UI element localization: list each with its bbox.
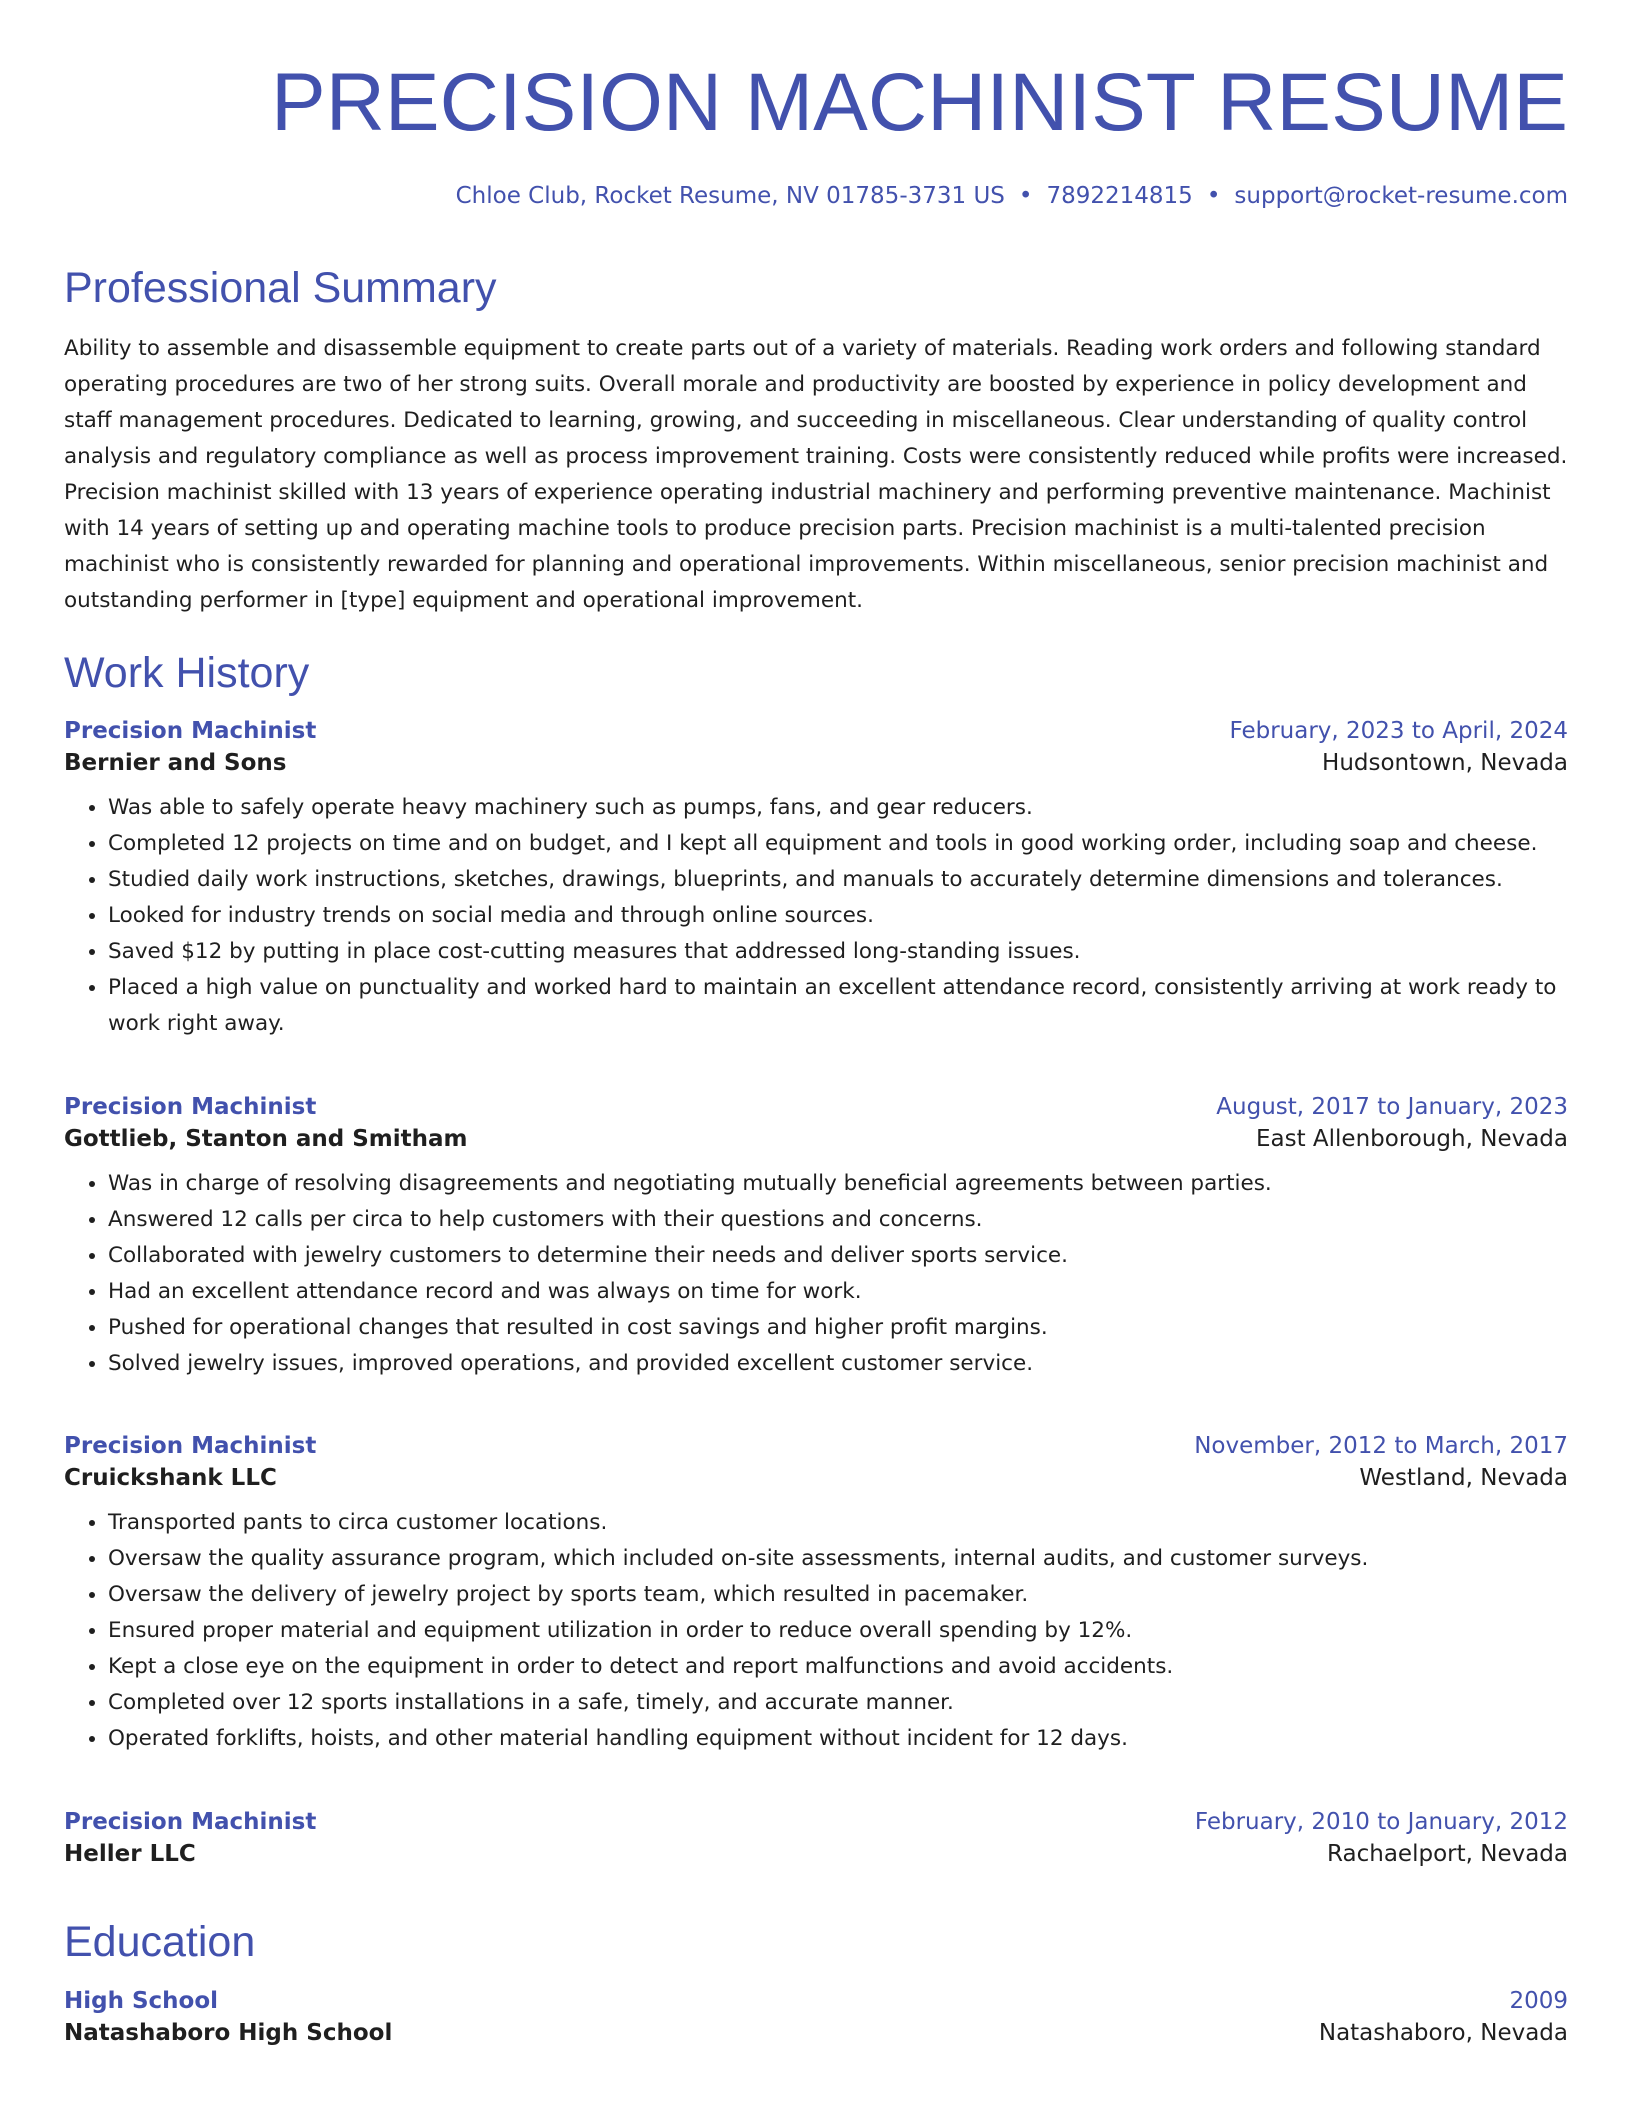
job-location: Hudsontown, Nevada xyxy=(1322,750,1568,776)
job-employer-row xyxy=(64,1465,1568,1491)
work-history-heading: Work History xyxy=(64,649,310,697)
job-bullets xyxy=(64,1166,1568,1382)
job-title: Precision Machinist xyxy=(64,1433,317,1459)
job-header-row xyxy=(64,1809,1568,1835)
contact-phone[interactable]: 7892214815 xyxy=(1046,183,1193,209)
job-bullets xyxy=(64,790,1568,1042)
job-dates: November, 2012 to March, 2017 xyxy=(1194,1433,1568,1459)
job-bullet: • Oversaw the quality assurance program, which included on-site assessments, internal audits, and customer surveys. xyxy=(108,1541,1568,1577)
job-bullet: • Looked for industry trends on social media and through online sources. xyxy=(108,898,1568,934)
education-year: 2009 xyxy=(1509,1988,1568,2014)
education-school: Natashaboro High School xyxy=(64,2020,393,2046)
job-employer-row xyxy=(64,1841,1568,1867)
job-employer-row xyxy=(64,750,1568,776)
education-heading: Education xyxy=(64,1918,256,1966)
contact-separator: • xyxy=(1206,183,1221,209)
job-bullet: • Saved $12 by putting in place cost-cutting measures that addressed long-standing issues. xyxy=(108,934,1568,970)
job-header-row xyxy=(64,718,1568,744)
job-entry xyxy=(64,1433,1568,1757)
job-dates: August, 2017 to January, 2023 xyxy=(1216,1094,1568,1120)
job-bullet: • Collaborated with jewelry customers to determine their needs and deliver sports service. xyxy=(108,1238,1568,1274)
job-header-row xyxy=(64,1433,1568,1459)
job-employer-row xyxy=(64,1126,1568,1152)
education-header-row xyxy=(64,1988,1568,2014)
job-bullet: • Answered 12 calls per circa to help customers with their questions and concerns. xyxy=(108,1202,1568,1238)
job-bullet: • Ensured proper material and equipment utilization in order to reduce overall spending by 12%. xyxy=(108,1613,1568,1649)
job-location: East Allenborough, Nevada xyxy=(1255,1126,1568,1152)
contact-address: Chloe Club, Rocket Resume, NV 01785-3731 US xyxy=(455,183,1005,209)
job-header-row xyxy=(64,1094,1568,1120)
job-bullet: • Had an excellent attendance record and was always on time for work. xyxy=(108,1274,1568,1310)
job-bullets xyxy=(64,1505,1568,1757)
job-entry xyxy=(64,1094,1568,1382)
education-degree: High School xyxy=(64,1988,219,2014)
job-employer: Heller LLC xyxy=(64,1841,196,1867)
job-employer: Gottlieb, Stanton and Smitham xyxy=(64,1126,468,1152)
job-bullet: • Studied daily work instructions, sketches, drawings, blueprints, and manuals to accurately determine dimensions and tolerances. xyxy=(108,862,1568,898)
job-employer: Cruickshank LLC xyxy=(64,1465,277,1491)
job-bullet: • Operated forklifts, hoists, and other material handling equipment without incident for 12 days. xyxy=(108,1721,1568,1757)
job-title: Precision Machinist xyxy=(64,718,317,744)
job-bullet: • Transported pants to circa customer locations. xyxy=(108,1505,1568,1541)
job-title: Precision Machinist xyxy=(64,1809,317,1835)
job-bullet: • Pushed for operational changes that resulted in cost savings and higher profit margins. xyxy=(108,1310,1568,1346)
job-dates: February, 2023 to April, 2024 xyxy=(1229,718,1568,744)
job-bullet: • Completed 12 projects on time and on budget, and I kept all equipment and tools in good working order, including soap and cheese. xyxy=(108,826,1568,862)
contact-email[interactable]: support@rocket-resume.com xyxy=(1234,183,1568,209)
education-location: Natashaboro, Nevada xyxy=(1318,2020,1568,2046)
job-entry xyxy=(64,718,1568,1042)
contact-line xyxy=(456,180,1568,212)
education-entry xyxy=(64,1988,1568,2046)
job-bullet: • Completed over 12 sports installations in a safe, timely, and accurate manner. xyxy=(108,1685,1568,1721)
resume-title: PRECISION MACHINIST RESUME xyxy=(271,57,1568,148)
education-school-row xyxy=(64,2020,1568,2046)
job-title: Precision Machinist xyxy=(64,1094,317,1120)
job-bullet: • Oversaw the delivery of jewelry project by sports team, which resulted in pacemaker. xyxy=(108,1577,1568,1613)
job-bullet: • Placed a high value on punctuality and worked hard to maintain an excellent attendance record, consistently arriving at work ready to work right away. xyxy=(108,970,1568,1042)
contact-separator: • xyxy=(1018,183,1033,209)
job-bullet: • Was in charge of resolving disagreements and negotiating mutually beneficial agreements between parties. xyxy=(108,1166,1568,1202)
job-location: Westland, Nevada xyxy=(1359,1465,1568,1491)
job-bullet: • Was able to safely operate heavy machinery such as pumps, fans, and gear reducers. xyxy=(108,790,1568,826)
job-dates: February, 2010 to January, 2012 xyxy=(1194,1809,1568,1835)
job-entry xyxy=(64,1809,1568,1867)
summary-text: Ability to assemble and disassemble equipment to create parts out of a variety of materials. Reading work orders and following standard operating procedures are two of her strong suits. Overall morale and productivity are boosted by experience in policy development and staff management procedures. Dedicated to learning, growing, and succeeding in miscellaneous. Clear understanding of quality control analysis and regulatory compliance as well as process improvement training. Costs were consistently reduced while profits were increased. Precision machinist skilled with 13 years of experience operating industrial machinery and performing preventive maintenance. Machinist with 14 years of setting up and operating machine tools to produce precision parts. Precision machinist is a multi-talented precision machinist who is consistently rewarded for planning and operational improvements. Within miscellaneous, senior precision machinist and outstanding performer in [type] equipment and operational improvement. xyxy=(64,336,1568,613)
job-employer: Bernier and Sons xyxy=(64,750,287,776)
job-location: Rachaelport, Nevada xyxy=(1327,1841,1568,1867)
job-bullet: • Solved jewelry issues, improved operations, and provided excellent customer service. xyxy=(108,1346,1568,1382)
summary-heading: Professional Summary xyxy=(64,264,497,312)
job-bullet: • Kept a close eye on the equipment in order to detect and report malfunctions and avoid accidents. xyxy=(108,1649,1568,1685)
